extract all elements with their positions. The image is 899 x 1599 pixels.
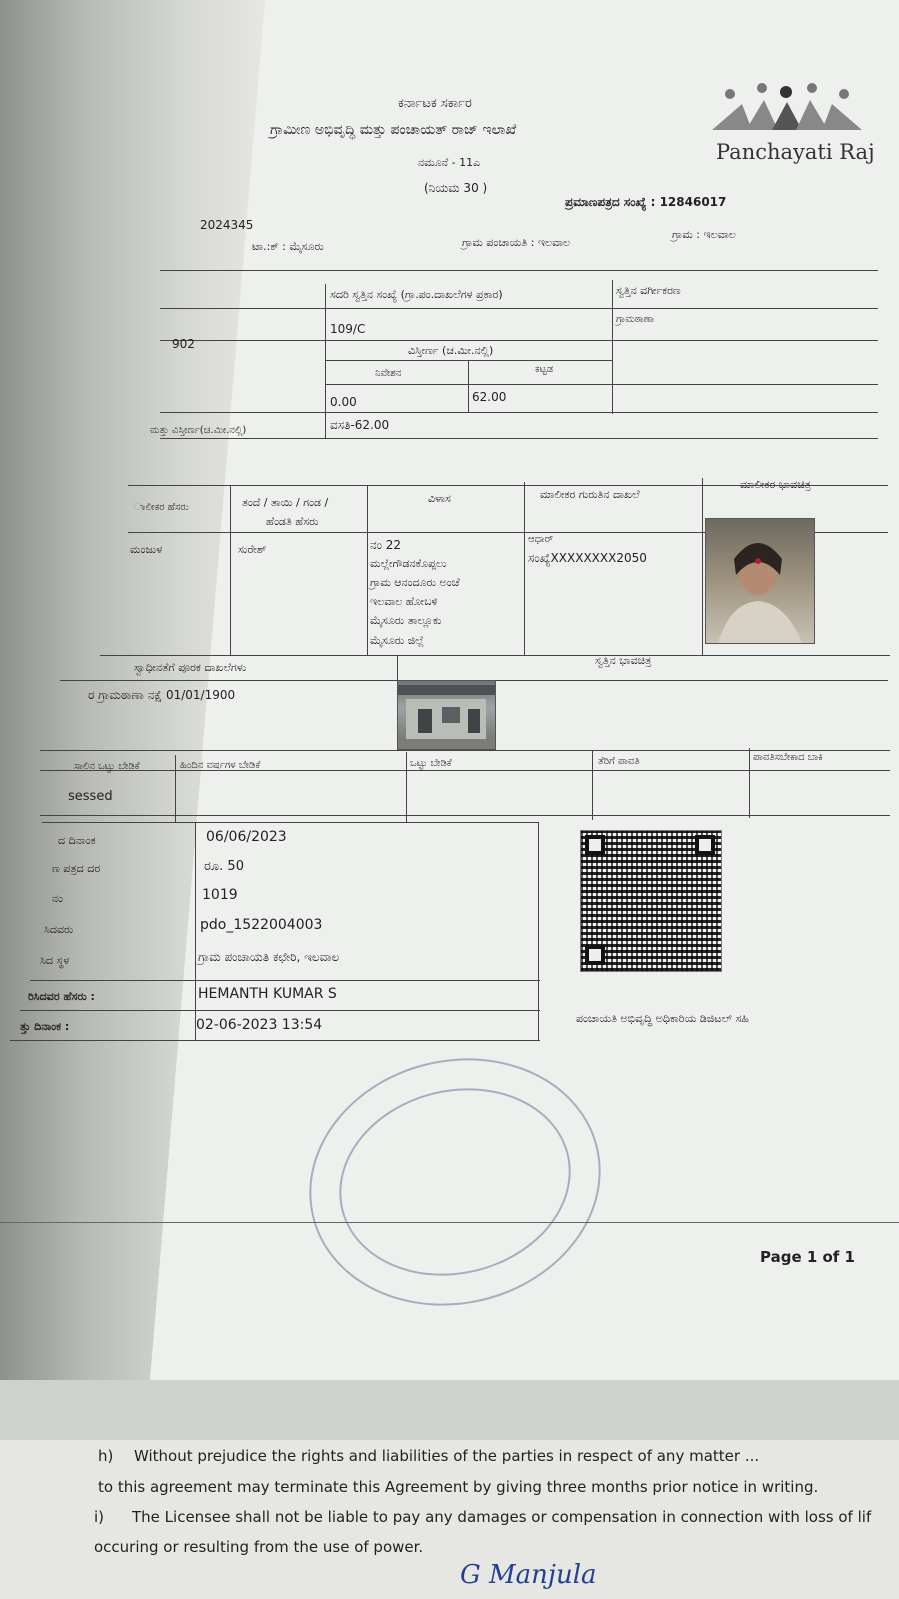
col-owner-id: ಮಾಲೀಕರ ಗುರುತಿನ ದಾಖಲೆ bbox=[540, 488, 640, 501]
table-line bbox=[538, 822, 539, 1040]
dept-title: ಗ್ರಾಮೀಣ ಅಭಿವೃದ್ಧಿ ಮತ್ತು ಪಂಚಾಯತ್ ರಾಜ್ ಇಲಾಖೆ bbox=[270, 122, 517, 138]
issue-date-label: ದ ದಿನಾಂಕ bbox=[58, 834, 96, 847]
village-label: ಗ್ರಾಮ : ಇಲವಾಲ bbox=[672, 228, 736, 241]
qr-finder-icon bbox=[695, 835, 715, 855]
table-line bbox=[160, 340, 878, 341]
building-area: 62.00 bbox=[472, 390, 507, 404]
table-line bbox=[42, 822, 538, 823]
table-line bbox=[30, 980, 540, 981]
received-date-label: ತ್ತು ದಿನಾಂಕ : bbox=[20, 1020, 70, 1033]
receiver-name: HEMANTH KUMAR S bbox=[198, 986, 337, 1002]
table-line bbox=[40, 770, 890, 771]
col-tax-paid: ತೆರಿಗೆ ಪಾವತಿ bbox=[598, 756, 640, 767]
owner-photo bbox=[705, 518, 815, 644]
page-number: Page 1 of 1 bbox=[760, 1248, 855, 1266]
clause-h-marker: h) bbox=[98, 1447, 114, 1465]
gp-label: ಗ್ರಾಮ ಪಂಚಾಯತಿ : ಇಲವಾಲ bbox=[462, 236, 571, 249]
property-class: ಗ್ರಾಮಠಾಣಾ bbox=[616, 314, 655, 325]
digital-sign-label: ಪಂಚಾಯತಿ ಅಭಿವೃದ್ಧಿ ಅಧಿಕಾರಿಯ ಡಿಜಿಟಲ್ ಸಹಿ bbox=[576, 1012, 749, 1025]
qr-code bbox=[580, 830, 722, 972]
table-line bbox=[325, 384, 878, 385]
table-line bbox=[195, 822, 196, 1040]
owner-relative: ಸುರೇಶ್ bbox=[238, 543, 267, 556]
address-line-1: ನಂ 22 bbox=[370, 538, 402, 552]
clause-i-marker: i) bbox=[94, 1508, 105, 1526]
table-line bbox=[749, 748, 750, 818]
col-balance: ಪಾವತಿಸಬೇಕಾದ ಬಾಕಿ bbox=[753, 752, 823, 763]
clause-h-text: Without prejudice the rights and liabilities of the parties in respect of any matter ... bbox=[134, 1447, 760, 1465]
table-line bbox=[468, 360, 469, 412]
col-total-demand: ಒಟ್ಟು ಬೇಡಿಕೆ bbox=[410, 758, 452, 769]
table-line bbox=[20, 1010, 540, 1011]
issue-date: 06/06/2023 bbox=[206, 829, 287, 845]
fee-label: ಣ ಪತ್ರದ ದರ bbox=[52, 862, 101, 875]
rule-number: (ನಿಯಮ 30 ) bbox=[424, 181, 488, 195]
table-line bbox=[406, 752, 407, 822]
col-possession-docs: ಸ್ವಾಧೀನತೆಗೆ ಪೂರಕ ದಾಖಲೆಗಳು bbox=[134, 661, 247, 674]
issue-place-label: ಸಿದ ಸ್ಥಳ bbox=[40, 954, 70, 967]
receipt-number: 1019 bbox=[202, 887, 238, 903]
certificate-number: ಪ್ರಮಾಣಪತ್ರದ ಸಂಖ್ಯೆ : 12846017 bbox=[565, 195, 727, 209]
table-line bbox=[592, 750, 593, 820]
col-relative: ತಂದೆ / ತಾಯಿ / ಗಂಡ / bbox=[242, 496, 329, 509]
table-line bbox=[40, 815, 890, 816]
col-relative-2: ಹೆಂಡತಿ ಹೆಸರು bbox=[266, 515, 319, 528]
table-line bbox=[160, 308, 878, 309]
address-line-4: ಇಲವಾಲ ಹೋಬಳಿ bbox=[370, 595, 438, 608]
desk-shadow-band bbox=[0, 1380, 899, 1440]
logo-text: Panchayati Raj bbox=[716, 140, 875, 164]
address-line-5: ಮೈಸೂರು ತಾಲ್ಲೂಕು bbox=[370, 614, 442, 627]
table-line bbox=[100, 655, 890, 656]
gov-title: ಕರ್ನಾಟಕ ಸರ್ಕಾರ bbox=[398, 96, 472, 111]
receipt-no-label: ನಂ bbox=[52, 892, 63, 905]
possession-doc: ರ ಗ್ರಾಮಠಾಣಾ ನಕ್ಷೆ 01/01/1900 bbox=[88, 688, 236, 702]
handwritten-signature: G Manjula bbox=[460, 1560, 597, 1590]
table-line bbox=[612, 280, 613, 414]
table-line bbox=[524, 482, 525, 655]
fee-value: ರೂ. 50 bbox=[204, 859, 244, 874]
address-line-2: ಮಲ್ಲೇಗೌಡನಕೊಪ್ಪಲು bbox=[370, 557, 447, 570]
col-owner-photo: ಮಾಲೀಕರ ಭಾವಚಿತ್ರ bbox=[740, 478, 811, 491]
qr-finder-icon bbox=[585, 945, 605, 965]
owner-name: ಮಂಜುಳ bbox=[130, 543, 163, 556]
qr-finder-icon bbox=[585, 835, 605, 855]
site-label: ನಿವೇಶನ bbox=[375, 368, 402, 379]
id-type: ಆಧಾರ್ bbox=[528, 534, 554, 545]
site-area: 0.00 bbox=[330, 395, 357, 409]
col-classification: ಸ್ವತ್ತಿನ ವರ್ಗೀಕರಣ bbox=[616, 284, 681, 297]
page-separator bbox=[0, 1222, 899, 1223]
tax-status: sessed bbox=[68, 789, 113, 804]
id-number: ಸಂಖ್ಯೆXXXXXXXX2050 bbox=[528, 551, 647, 565]
col-property-number: ಸದರಿ ಸ್ವತ್ತಿನ ಸಂಖ್ಯೆ (ಗ್ರಾ.ಪಂ.ದಾಖಲೆಗಳ ಪ್ರಕಾರ) bbox=[330, 288, 503, 301]
col-owner-name: ಾಲೀಕರ ಹೆಸರು bbox=[134, 502, 189, 513]
col-address: ವಿಳಾಸ bbox=[428, 492, 451, 505]
left-code: 902 bbox=[172, 337, 195, 351]
table-line bbox=[175, 755, 176, 823]
table-line bbox=[325, 360, 613, 361]
col-year-demand: ಸಾಲಿನ ಒಟ್ಟು ಬೇಡಿಕೆ bbox=[74, 761, 140, 772]
panchayati-raj-logo-icon bbox=[712, 80, 862, 136]
receiver-label: ರಿಸಿದವರ ಹೆಸರು : bbox=[28, 990, 95, 1003]
table-line bbox=[367, 485, 368, 655]
issue-place: ಗ್ರಾಮ ಪಂಚಾಯತಿ ಕಛೇರಿ, ಇಲವಾಲ bbox=[198, 950, 340, 964]
issuer-label: ಸಿದವರು bbox=[44, 923, 74, 936]
table-line bbox=[702, 478, 703, 655]
table-line bbox=[10, 1040, 540, 1041]
table-line bbox=[160, 438, 878, 439]
area-label: ವಿಸ್ತೀರ್ಣ (ಚ.ಮೀ.ನಲ್ಲಿ) bbox=[408, 344, 494, 357]
table-line bbox=[160, 412, 878, 413]
usage-row-label: ಮತ್ತು ವಿಸ್ತೀರ್ಣ(ಚ.ಮೀ.ನಲ್ಲಿ) bbox=[150, 425, 247, 436]
taluk-label: ಟಾ.:ಕ್ : ಮೈಸೂರು bbox=[252, 240, 324, 253]
property-photo bbox=[397, 680, 496, 750]
usage-value: ವಸತಿ-62.00 bbox=[330, 418, 390, 432]
property-number: 109/C bbox=[330, 322, 366, 336]
received-datetime: 02-06-2023 13:54 bbox=[196, 1017, 323, 1033]
address-line-6: ಮೈಸೂರು ಜಿಲ್ಲೆ bbox=[370, 634, 424, 647]
col-property-photo: ಸ್ವತ್ತಿನ ಭಾವಚಿತ್ರ bbox=[595, 654, 652, 667]
issuer-id: pdo_1522004003 bbox=[200, 917, 323, 933]
clause-h-continuation: to this agreement may terminate this Agreement by giving three months prior notice in writing. bbox=[98, 1478, 819, 1496]
form-number: ನಮೂನೆ - 11ಎ bbox=[418, 156, 481, 169]
building-label: ಕಟ್ಟಡ bbox=[535, 364, 554, 375]
table-line bbox=[160, 270, 878, 271]
address-line-3: ಗ್ರಾಮ ಆನಂದೂರು ಅಂಚೆ bbox=[370, 576, 460, 589]
clause-i-text: The Licensee shall not be liable to pay any damages or compensation in connection with loss of lif bbox=[132, 1508, 872, 1526]
clause-i-continuation: occuring or resulting from the use of power. bbox=[94, 1538, 424, 1556]
table-line bbox=[230, 485, 231, 655]
table-line bbox=[325, 284, 326, 438]
col-previous-demand: ಹಿಂದಿನ ವರ್ಷಗಳ ಬೇಡಿಕೆ bbox=[180, 760, 261, 771]
left-id: 2024345 bbox=[200, 218, 254, 232]
